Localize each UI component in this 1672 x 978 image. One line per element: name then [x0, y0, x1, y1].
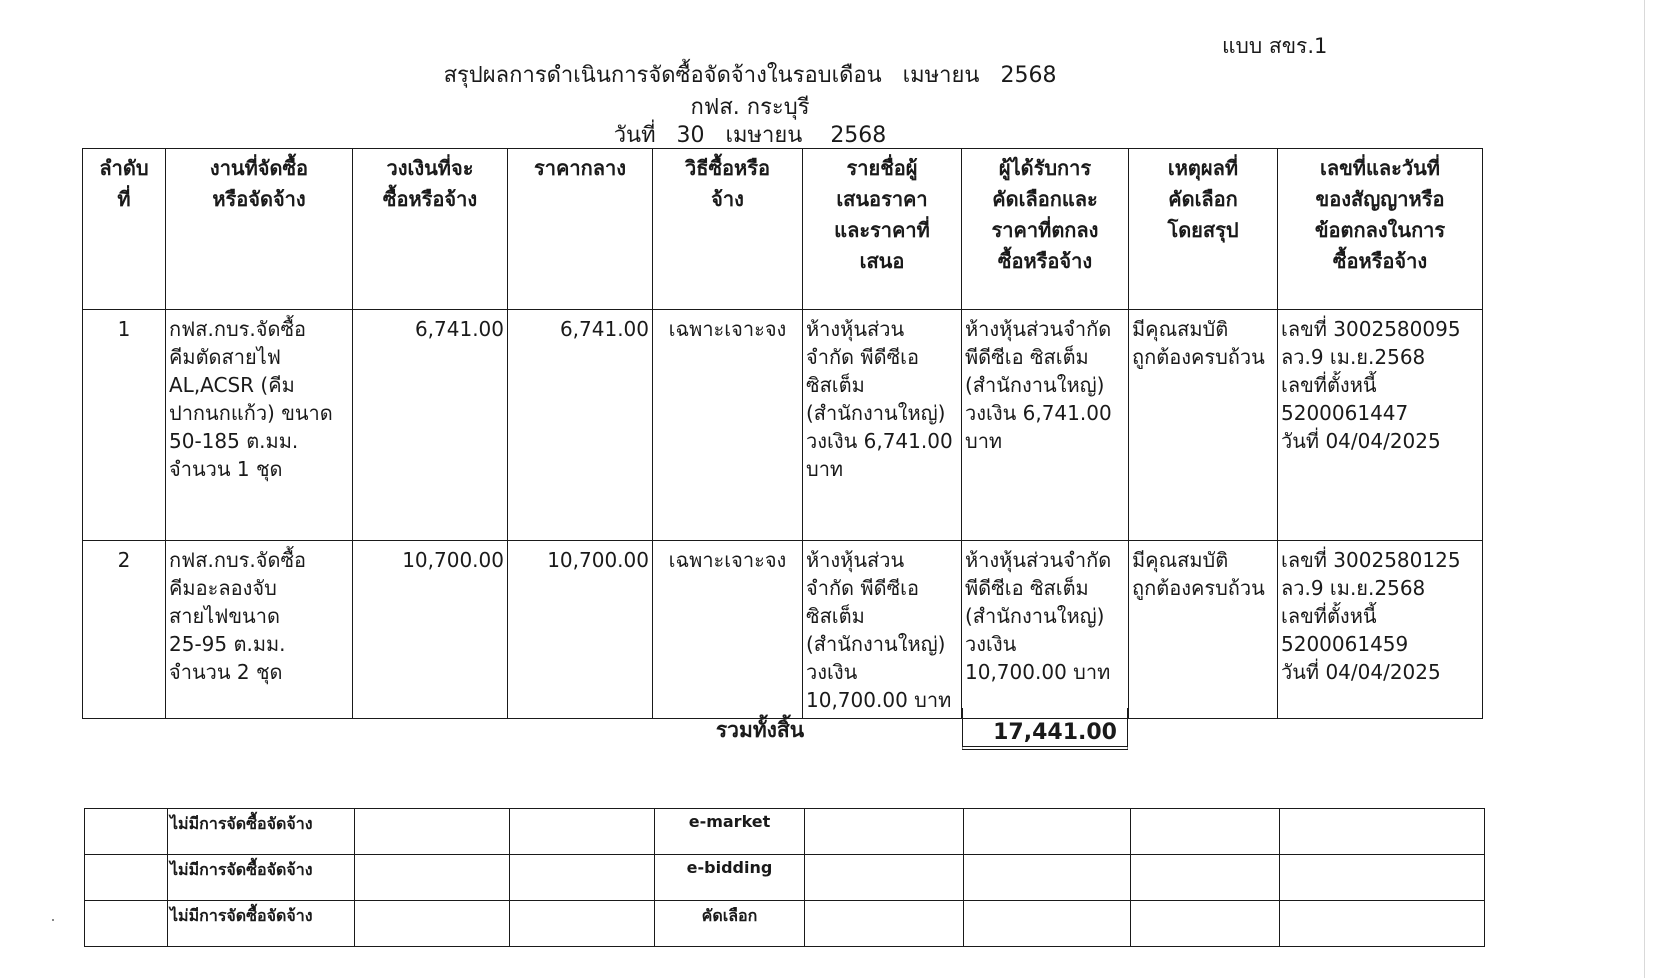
page-edge-line [1644, 0, 1645, 978]
col-header-reason: เหตุผลที่ คัดเลือก โดยสรุป [1129, 149, 1278, 310]
col-header-winner: ผู้ได้รับการ คัดเลือกและ ราคาที่ตกลง ซื้อหรือจ้าง [962, 149, 1129, 310]
form-code: แบบ สขร.1 [1222, 34, 1328, 58]
col-header-budget: วงเงินที่จะ ซื้อหรือจ้าง [353, 149, 508, 310]
row-method: เฉพาะเจาะจง [653, 310, 803, 541]
summary-status: ไม่มีการจัดซื้อจัดจ้าง [168, 855, 355, 901]
method-summary-table [84, 808, 1485, 947]
summary-row [85, 809, 1485, 855]
row-budget: 6,741.00 [353, 310, 508, 541]
summary-status: ไม่มีการจัดซื้อจัดจ้าง [168, 901, 355, 947]
row-reason: มีคุณสมบัติ ถูกต้องครบถ้วน [1129, 541, 1278, 719]
row-winner: ห้างหุ้นส่วนจำกัด พีดีซีเอ ซิสเต็ม (สำนักงานใหญ่) วงเงิน 6,741.00 บาท [962, 310, 1129, 541]
report-date: วันที่ 30 เมษายน 2568 [613, 123, 887, 148]
total-value: 17,441.00 [993, 720, 1117, 745]
row-contract: เลขที่ 3002580095 ลว.9 เม.ย.2568 เลขที่ตั้งหนี้ 5200061447 วันที่ 04/04/2025 [1278, 310, 1483, 541]
total-label: รวมทั้งสิ้น [715, 718, 805, 742]
col-header-bidders: รายชื่อผู้ เสนอราคา และราคาที่ เสนอ [803, 149, 962, 310]
row-item: กฟส.กบร.จัดซื้อ คีมอะลองจับ สายไฟขนาด 25-95 ต.มม. จำนวน 2 ชุด [166, 541, 353, 719]
row-median-price: 6,741.00 [508, 310, 653, 541]
scan-speck [52, 919, 54, 921]
row-contract: เลขที่ 3002580125 ลว.9 เม.ย.2568 เลขที่ตั้งหนี้ 5200061459 วันที่ 04/04/2025 [1278, 541, 1483, 719]
summary-row [85, 901, 1485, 947]
row-item: กฟส.กบร.จัดซื้อ คีมตัดสายไฟ AL,ACSR (คีม ปากนกแก้ว) ขนาด 50-185 ต.มม. จำนวน 1 ชุด [166, 310, 353, 541]
total-box [962, 708, 1128, 750]
summary-status: ไม่มีการจัดซื้อจัดจ้าง [168, 809, 355, 855]
row-winner: ห้างหุ้นส่วนจำกัด พีดีซีเอ ซิสเต็ม (สำนักงานใหญ่) วงเงิน 10,700.00 บาท [962, 541, 1129, 719]
col-header-method: วิธีซื้อหรือ จ้าง [653, 149, 803, 310]
row-median-price: 10,700.00 [508, 541, 653, 719]
table-header-row [83, 149, 1483, 310]
summary-method: คัดเลือก [655, 901, 805, 947]
row-no: 2 [83, 541, 166, 719]
row-no: 1 [83, 310, 166, 541]
report-title: สรุปผลการดำเนินการจัดซื้อจัดจ้างในรอบเดือน เมษายน 2568 [443, 63, 1057, 88]
procurement-table [82, 148, 1483, 719]
table-row [83, 310, 1483, 541]
row-budget: 10,700.00 [353, 541, 508, 719]
table-row [83, 541, 1483, 719]
summary-row [85, 855, 1485, 901]
col-header-item: งานที่จัดซื้อ หรือจัดจ้าง [166, 149, 353, 310]
col-header-no: ลำดับ ที่ [83, 149, 166, 310]
office-name: กฟส. กระบุรี [690, 95, 810, 120]
summary-method: e-market [655, 809, 805, 855]
row-method: เฉพาะเจาะจง [653, 541, 803, 719]
col-header-contract: เลขที่และวันที่ ของสัญญาหรือ ข้อตกลงในการ ซื้อหรือจ้าง [1278, 149, 1483, 310]
row-bidders: ห้างหุ้นส่วน จำกัด พีดีซีเอ ซิสเต็ม (สำนักงานใหญ่) วงเงิน 10,700.00 บาท [803, 541, 962, 719]
row-bidders: ห้างหุ้นส่วน จำกัด พีดีซีเอ ซิสเต็ม (สำนักงานใหญ่) วงเงิน 6,741.00 บาท [803, 310, 962, 541]
col-header-median-price: ราคากลาง [508, 149, 653, 310]
row-reason: มีคุณสมบัติ ถูกต้องครบถ้วน [1129, 310, 1278, 541]
summary-method: e-bidding [655, 855, 805, 901]
